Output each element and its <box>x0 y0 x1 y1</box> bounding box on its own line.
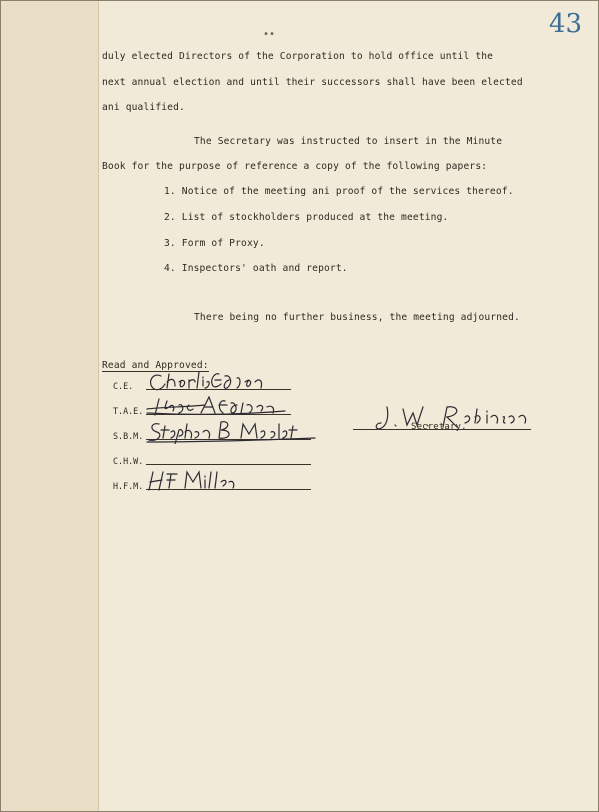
signer-row-chw <box>113 447 311 469</box>
signature-stephen-b-mambert <box>145 418 325 444</box>
signer-row-sbm <box>113 422 311 444</box>
signer-row-tae <box>113 397 291 419</box>
signature-thos-a-edison <box>145 393 305 419</box>
paragraph1-line3: ani qualified. <box>102 102 185 113</box>
signer-initials: C.E. <box>113 381 134 391</box>
list-item-3: 3. Form of Proxy. <box>164 238 265 249</box>
closing-line: There being no further business, the meeting adjourned. <box>194 312 520 323</box>
paragraph2-line2: Book for the purpose of reference a copy of the following papers: <box>102 161 488 172</box>
binding-margin <box>1 1 99 811</box>
page-number: 43 <box>548 9 582 39</box>
signer-initials: C.H.W. <box>113 456 144 466</box>
paragraph1-line2: next annual election and until their successors shall have been elected <box>102 77 523 88</box>
signer-initials: H.F.M. <box>113 481 144 491</box>
read-approved-heading: Read and Approved: <box>102 360 209 371</box>
signature-charles-edison <box>145 368 305 394</box>
top-mark: •• <box>263 29 276 40</box>
signature-line <box>146 464 311 465</box>
signer-row-ce <box>113 372 291 394</box>
paragraph2-line1: The Secretary was instructed to insert in the Minute <box>194 136 503 147</box>
signer-row-hfm <box>113 472 311 494</box>
list-item-1: 1. Notice of the meeting ani proof of the services thereof. <box>164 186 514 197</box>
list-item-2: 2. List of stockholders produced at the meeting. <box>164 212 449 223</box>
secretary-title: Secretary. <box>411 422 467 432</box>
list-item-4: 4. Inspectors' oath and report. <box>164 263 348 274</box>
signature-h-f-miller <box>145 468 245 494</box>
paragraph1-line1: duly elected Directors of the Corporation to hold office until the <box>102 51 494 62</box>
signer-initials: T.A.E. <box>113 406 144 416</box>
signer-initials: S.B.M. <box>113 431 144 441</box>
